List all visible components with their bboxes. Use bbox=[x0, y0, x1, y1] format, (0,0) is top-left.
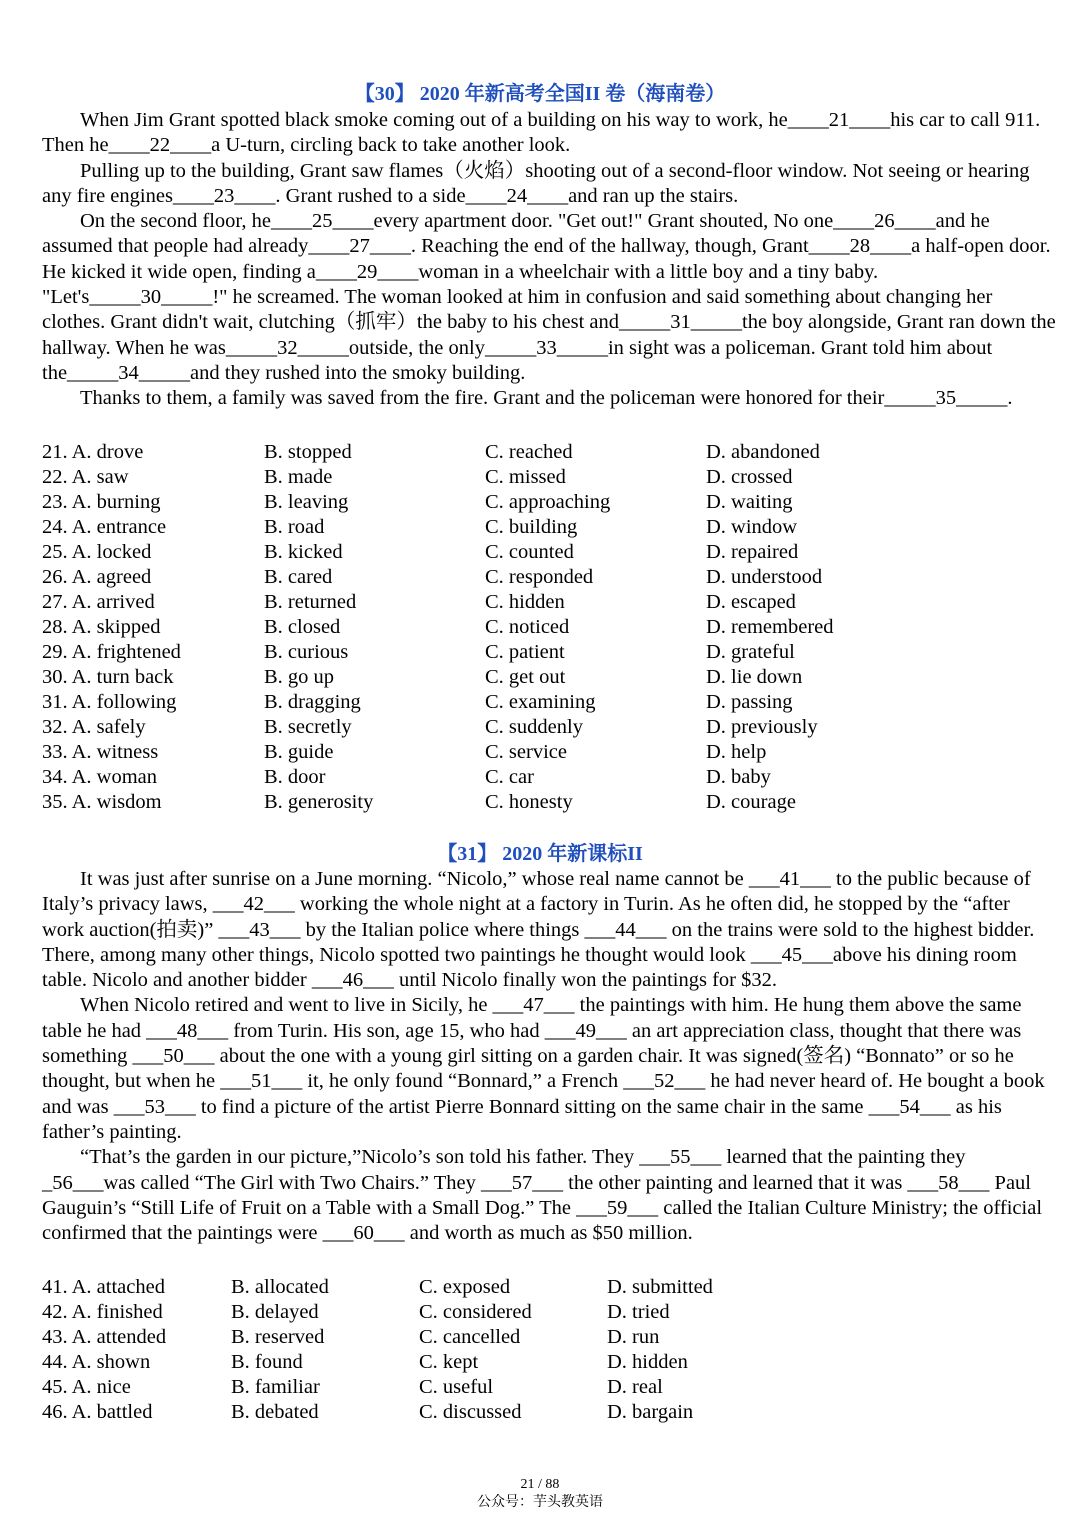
option-c: C. considered bbox=[419, 1301, 532, 1323]
option-row bbox=[42, 1325, 807, 1350]
option-c: C. patient bbox=[485, 641, 565, 663]
option-c: C. examining bbox=[485, 691, 596, 713]
option-c: C. reached bbox=[485, 441, 573, 463]
option-a: 33. A. witness bbox=[42, 741, 159, 763]
option-row bbox=[42, 440, 906, 465]
option-b: B. found bbox=[231, 1351, 303, 1373]
option-b: B. returned bbox=[264, 591, 357, 613]
option-c: C. responded bbox=[485, 566, 594, 588]
option-b: B. go up bbox=[264, 666, 335, 688]
options-table-30 bbox=[42, 440, 906, 815]
option-b: B. made bbox=[264, 466, 333, 488]
option-a: 22. A. saw bbox=[42, 466, 129, 488]
option-row bbox=[42, 565, 906, 590]
passage-paragraph: Thanks to them, a family was saved from the fire. Grant and the policeman were honored for their_____35_____. bbox=[80, 387, 1013, 410]
option-row bbox=[42, 640, 906, 665]
option-d: D. lie down bbox=[706, 666, 803, 688]
option-b: B. secretly bbox=[264, 716, 352, 738]
option-d: D. repaired bbox=[706, 541, 799, 563]
option-a: 23. A. burning bbox=[42, 491, 161, 513]
option-c: C. honesty bbox=[485, 791, 573, 813]
passage-paragraph: “That’s the garden in our picture,”Nicolo’s son told his father. They ___55___ learned that the painting they _56___was called “The Girl with Two Chairs.” They ___57___ the other painting and learned that it was ___58___ Paul Gauguin’s “Still Life of Fruit on a Table with a Small Dog.” The ___59___ called the Italian Culture Ministry; the official confirmed that the paintings were ___60___ and worth as much as $50 million. bbox=[42, 1146, 1043, 1245]
option-c: C. get out bbox=[485, 666, 566, 688]
option-b: B. door bbox=[264, 766, 326, 788]
footer-account: 公众号：芋头教英语 bbox=[477, 1495, 603, 1510]
option-d: D. remembered bbox=[706, 616, 834, 638]
option-row bbox=[42, 515, 906, 540]
option-b: B. leaving bbox=[264, 491, 349, 513]
option-c: C. hidden bbox=[485, 591, 565, 613]
option-c: C. service bbox=[485, 741, 567, 763]
passage-31 bbox=[42, 867, 1057, 1246]
passage-paragraph: It was just after sunrise on a June morning. “Nicolo,” whose real name cannot be ___41___ to the public because of Italy’s privacy laws, ___42___ working the whole night at a factory in Turin. As he often did, he stopped by the “after work auction(拍卖)” ___43___ by the Italian police where things ___44___ on the trains were sold to the highest bidder. There, among many other things, Nicolo spotted two paintings he thought would look ___45___above his dining room table. Nicolo and another bidder ___46___ until Nicolo finally won the paintings for $32. bbox=[42, 868, 1035, 992]
option-d: D. run bbox=[607, 1326, 660, 1348]
passage-paragraph: When Nicolo retired and went to live in Sicily, he ___47___ the paintings with him. He hung them above the same table he had ___48___ from Turin. His son, age 15, who had ___49___ an art appreciation class, thought that there was something ___50___ about the one with a young girl sitting on a garden chair. It was signed(签名) “Bonnato” or so he thought, but when he ___51___ it, he only found “Bonnard,” a French ___52___ he had never heard of. He bought a book and was ___53___ to find a picture of the artist Pierre Bonnard sitting on the same chair in the same ___54___ as his father’s painting. bbox=[42, 994, 1045, 1143]
passage-paragraph: On the second floor, he____25____every apartment door. "Get out!" Grant shouted, No one____26____and he assumed that people had already____27____. Reaching the end of the hallway, though, Grant____28____a half-open door. He kicked it wide open, finding a____29____woman in a wheelchair with a little boy and a tiny baby. "Let's_____30_____!" he screamed. The woman looked at him in confusion and said something about changing her clothes. Grant didn't wait, clutching（抓牢）the baby to his chest and_____31_____the boy alongside, Grant ran down the hallway. When he was_____32_____outside, the only_____33_____in sight was a policeman. Grant told him about the_____34_____and they rushed into the smoky building. bbox=[42, 210, 1056, 384]
option-b: B. cared bbox=[264, 566, 333, 588]
passage-30 bbox=[42, 108, 1057, 412]
option-c: C. missed bbox=[485, 466, 566, 488]
option-d: D. window bbox=[706, 516, 798, 538]
option-row bbox=[42, 490, 906, 515]
option-c: C. suddenly bbox=[485, 716, 583, 738]
option-d: D. tried bbox=[607, 1301, 670, 1323]
option-row bbox=[42, 1400, 807, 1425]
option-row bbox=[42, 1275, 807, 1300]
option-a: 34. A. woman bbox=[42, 766, 158, 788]
option-a: 21. A. drove bbox=[42, 441, 144, 463]
option-d: D. baby bbox=[706, 766, 771, 788]
option-c: C. exposed bbox=[419, 1276, 511, 1298]
option-b: B. curious bbox=[264, 641, 349, 663]
option-d: D. understood bbox=[706, 566, 823, 588]
option-b: B. road bbox=[264, 516, 325, 538]
option-b: B. stopped bbox=[264, 441, 352, 463]
option-d: D. hidden bbox=[607, 1351, 688, 1373]
option-a: 32. A. safely bbox=[42, 716, 146, 738]
option-a: 24. A. entrance bbox=[42, 516, 167, 538]
option-b: B. guide bbox=[264, 741, 334, 763]
option-a: 44. A. shown bbox=[42, 1351, 151, 1373]
option-b: B. allocated bbox=[231, 1276, 329, 1298]
option-d: D. help bbox=[706, 741, 767, 763]
option-a: 29. A. frightened bbox=[42, 641, 181, 663]
section-title-30: 【30】 2020 年新高考全国II 卷（海南卷） bbox=[354, 83, 726, 105]
option-b: B. dragging bbox=[264, 691, 361, 713]
option-a: 45. A. nice bbox=[42, 1376, 131, 1398]
option-c: C. building bbox=[485, 516, 578, 538]
passage-paragraph: Pulling up to the building, Grant saw flames（火焰）shooting out of a second-floor window. Not seeing or hearing any fire engines____23____. Grant rushed to a side____24____and ran up the stairs. bbox=[42, 159, 1030, 207]
option-d: D. escaped bbox=[706, 591, 796, 613]
option-d: D. previously bbox=[706, 716, 818, 738]
option-d: D. abandoned bbox=[706, 441, 820, 463]
option-c: C. noticed bbox=[485, 616, 570, 638]
option-c: C. discussed bbox=[419, 1401, 522, 1423]
option-c: C. car bbox=[485, 766, 534, 788]
option-b: B. closed bbox=[264, 616, 341, 638]
option-c: C. kept bbox=[419, 1351, 479, 1373]
option-row bbox=[42, 665, 906, 690]
option-a: 42. A. finished bbox=[42, 1301, 163, 1323]
option-row bbox=[42, 740, 906, 765]
option-a: 26. A. agreed bbox=[42, 566, 152, 588]
option-row bbox=[42, 765, 906, 790]
option-c: C. counted bbox=[485, 541, 574, 563]
page-number: 21 / 88 bbox=[520, 1477, 560, 1492]
option-c: C. cancelled bbox=[419, 1326, 521, 1348]
option-b: B. debated bbox=[231, 1401, 319, 1423]
option-a: 31. A. following bbox=[42, 691, 177, 713]
option-b: B. generosity bbox=[264, 791, 374, 813]
option-b: B. kicked bbox=[264, 541, 343, 563]
option-a: 25. A. locked bbox=[42, 541, 152, 563]
option-b: B. reserved bbox=[231, 1326, 325, 1348]
option-d: D. passing bbox=[706, 691, 793, 713]
option-d: D. crossed bbox=[706, 466, 793, 488]
option-d: D. real bbox=[607, 1376, 663, 1398]
option-d: D. waiting bbox=[706, 491, 793, 513]
option-d: D. bargain bbox=[607, 1401, 694, 1423]
option-a: 30. A. turn back bbox=[42, 666, 174, 688]
option-a: 46. A. battled bbox=[42, 1401, 153, 1423]
options-table-31 bbox=[42, 1275, 807, 1425]
option-row bbox=[42, 1300, 807, 1325]
option-row bbox=[42, 465, 906, 490]
option-row bbox=[42, 715, 906, 740]
option-a: 27. A. arrived bbox=[42, 591, 155, 613]
option-b: B. delayed bbox=[231, 1301, 319, 1323]
option-row bbox=[42, 790, 906, 815]
option-a: 41. A. attached bbox=[42, 1276, 165, 1298]
option-d: D. courage bbox=[706, 791, 796, 813]
option-a: 35. A. wisdom bbox=[42, 791, 162, 813]
option-row bbox=[42, 540, 906, 565]
option-d: D. grateful bbox=[706, 641, 795, 663]
option-row bbox=[42, 1375, 807, 1400]
option-row bbox=[42, 615, 906, 640]
option-row bbox=[42, 690, 906, 715]
section-title-31: 【31】 2020 年新课标II bbox=[437, 843, 643, 865]
option-a: 43. A. attended bbox=[42, 1326, 167, 1348]
option-row bbox=[42, 1350, 807, 1375]
passage-paragraph: When Jim Grant spotted black smoke coming out of a building on his way to work, he____21____his car to call 911. Then he____22____a U-turn, circling back to take another look. bbox=[42, 109, 1041, 157]
option-c: C. approaching bbox=[485, 491, 611, 513]
option-c: C. useful bbox=[419, 1376, 494, 1398]
option-a: 28. A. skipped bbox=[42, 616, 161, 638]
option-row bbox=[42, 590, 906, 615]
option-d: D. submitted bbox=[607, 1276, 713, 1298]
option-b: B. familiar bbox=[231, 1376, 320, 1398]
